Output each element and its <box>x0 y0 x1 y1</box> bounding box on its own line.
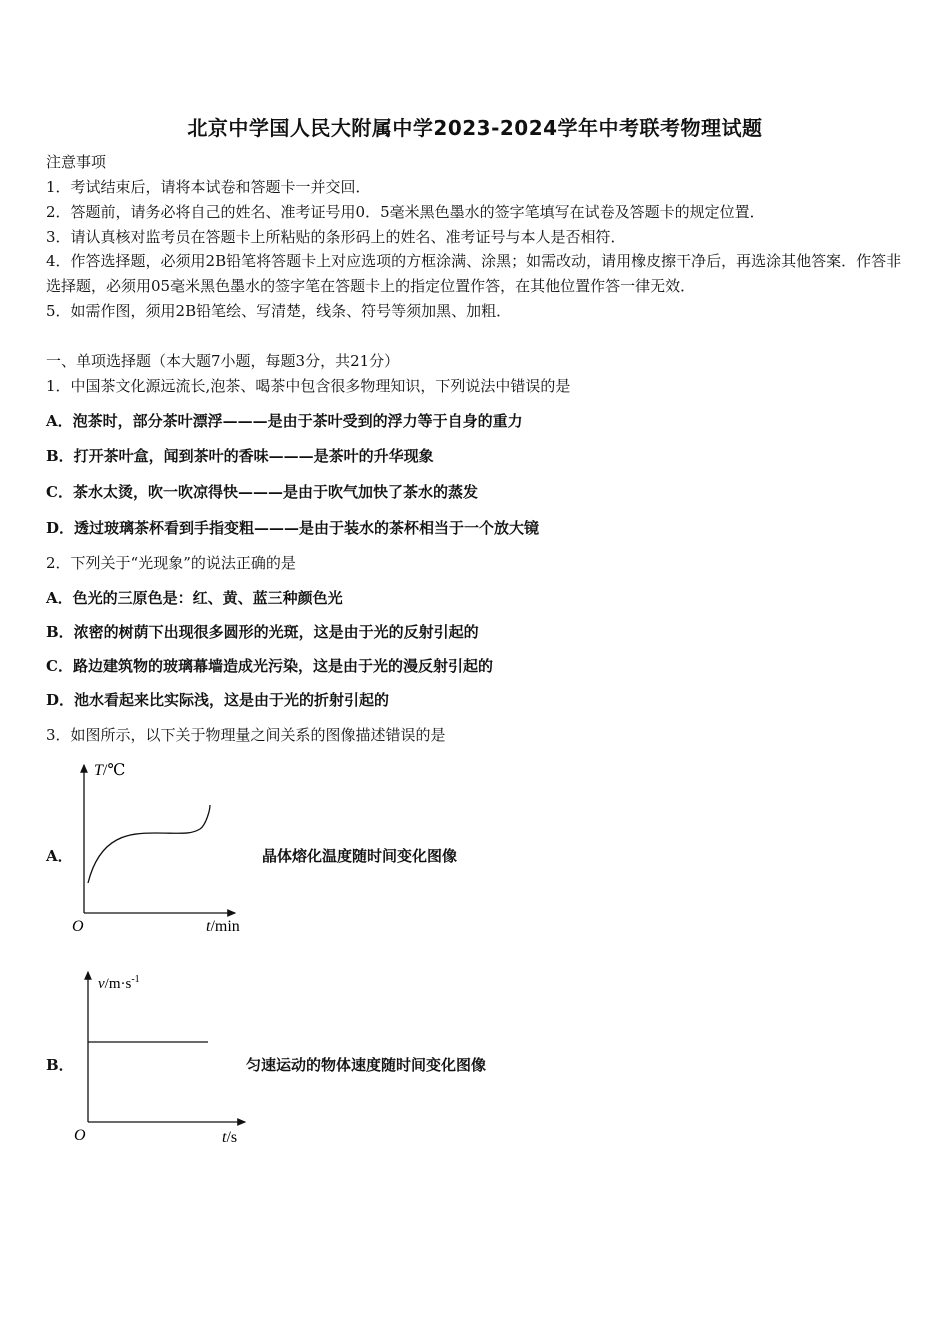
question-3-stem: 3．如图所示，以下关于物理量之间关系的图像描述错误的是 <box>46 726 446 744</box>
question-2-stem: 2．下列关于“光现象”的说法正确的是 <box>46 554 296 572</box>
question-3-option-a-label: A． <box>46 847 73 865</box>
notice-item-3: 3．请认真核对监考员在答题卡上所粘贴的条形码上的姓名、准考证号与本人是否相符． <box>46 228 626 246</box>
velocity-graph <box>60 962 270 1152</box>
notice-item-1: 1．考试结束后，请将本试卷和答题卡一并交回． <box>46 178 371 196</box>
origin-label: O <box>74 1127 86 1144</box>
question-2-option-a: A．色光的三原色是：红、黄、蓝三种颜色光 <box>46 589 343 607</box>
x-axis-label: t/min <box>206 918 240 935</box>
y-axis-label: $v/m\cdot s^{-1}$ <box>98 974 140 992</box>
question-1-stem: 1．中国茶文化源远流长,泡茶、喝茶中包含很多物理知识，下列说法中错误的是 <box>46 377 571 395</box>
question-1-option-a: A．泡茶时，部分茶叶漂浮———是由于茶叶受到的浮力等于自身的重力 <box>46 412 523 430</box>
question-3-option-b-label: B． <box>46 1056 74 1074</box>
question-2-option-d: D．池水看起来比实际浅，这是由于光的折射引起的 <box>46 691 390 709</box>
y-axis-label: T/℃ <box>94 762 126 779</box>
notice-item-5: 5．如需作图，须用2B铅笔绘、写清楚，线条、符号等须加黑、加粗． <box>46 302 512 320</box>
question-3-option-a-caption: 晶体熔化温度随时间变化图像 <box>262 847 458 865</box>
melting-curve <box>88 805 210 883</box>
question-1-option-d: D．透过玻璃茶杯看到手指变粗———是由于装水的茶杯相当于一个放大镜 <box>46 519 540 537</box>
x-axis-label: t/s <box>222 1129 238 1146</box>
question-1-option-b: B．打开茶叶盒，闻到茶叶的香味———是茶叶的升华现象 <box>46 447 434 465</box>
section-heading: 一、单项选择题（本大题7小题，每题3分，共21分） <box>46 352 400 370</box>
notice-item-4: 4．作答选择题，必须用2B铅笔将答题卡上对应选项的方框涂满、涂黑；如需改动，请用橡皮擦干净后，再选涂其他答案．作答非选择题，必须用05毫米黑色墨水的签字笔在答题卡上的指定位置作答，在其他位置作答一律无效． <box>46 252 902 295</box>
question-1-option-c: C．茶水太烫，吹一吹凉得快———是由于吹气加快了茶水的蒸发 <box>46 483 478 501</box>
notice-heading: 注意事项 <box>46 153 107 171</box>
melting-graph <box>60 755 270 940</box>
notice-item-2: 2．答题前，请务必将自己的姓名、准考证号用0．5毫米黑色墨水的签字笔填写在试卷及答题卡的规定位置． <box>46 203 765 221</box>
page-title: 北京中学国人民大附属中学2023-2024学年中考联考物理试题 <box>187 116 763 140</box>
origin-label: O <box>72 918 84 935</box>
question-3-option-b-caption: 匀速运动的物体速度随时间变化图像 <box>246 1056 487 1074</box>
question-2-option-b: B．浓密的树荫下出现很多圆形的光斑，这是由于光的反射引起的 <box>46 623 479 641</box>
question-2-option-c: C．路边建筑物的玻璃幕墙造成光污染，这是由于光的漫反射引起的 <box>46 657 493 675</box>
